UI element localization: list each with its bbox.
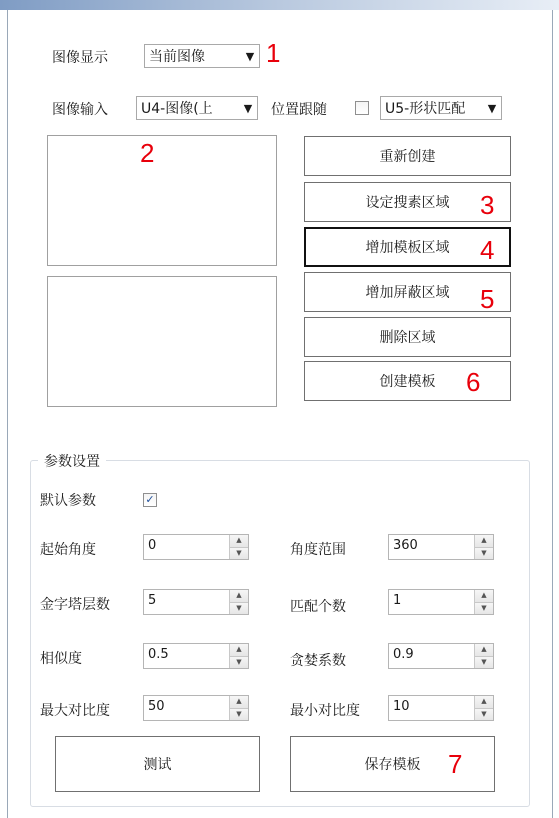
min-contrast-value: 10 bbox=[393, 699, 410, 714]
chevron-down-icon: ▼ bbox=[487, 101, 497, 115]
spin-down-icon[interactable]: ▼ bbox=[475, 548, 493, 560]
image-preview-bottom[interactable] bbox=[47, 276, 277, 407]
image-input-select[interactable] bbox=[136, 96, 258, 120]
position-follow-value: U5-形状匹配 bbox=[385, 101, 466, 117]
image-input-label: 图像输入 bbox=[52, 102, 108, 118]
spin-down-icon[interactable]: ▼ bbox=[475, 657, 493, 669]
image-input-value: U4-图像(上 bbox=[141, 101, 213, 117]
image-display-select[interactable] bbox=[144, 44, 260, 68]
params-group-title: 参数设置 bbox=[38, 451, 106, 471]
image-display-label: 图像显示 bbox=[52, 50, 108, 66]
spin-down-icon[interactable]: ▼ bbox=[230, 657, 248, 669]
max-contrast-value: 50 bbox=[148, 699, 165, 714]
spin-up-icon[interactable]: ▲ bbox=[475, 696, 493, 709]
match-count-spinner[interactable] bbox=[388, 589, 494, 615]
match-count-label: 匹配个数 bbox=[290, 599, 346, 615]
annotation-5: 5 bbox=[480, 284, 495, 314]
image-preview-top[interactable] bbox=[47, 135, 277, 266]
recreate-button[interactable]: 重新创建 bbox=[304, 136, 511, 176]
chevron-down-icon: ▼ bbox=[243, 101, 253, 115]
angle-range-spinner[interactable] bbox=[388, 534, 494, 560]
create-template-button[interactable]: 创建模板 bbox=[304, 361, 511, 401]
start-angle-label: 起始角度 bbox=[40, 542, 96, 558]
spin-up-icon[interactable]: ▲ bbox=[475, 590, 493, 603]
start-angle-value: 0 bbox=[148, 538, 157, 553]
position-follow-label: 位置跟随 bbox=[271, 102, 327, 118]
spin-down-icon[interactable]: ▼ bbox=[475, 709, 493, 721]
annotation-6: 6 bbox=[466, 367, 481, 397]
annotation-2: 2 bbox=[140, 138, 155, 168]
annotation-3: 3 bbox=[480, 190, 495, 220]
pyramid-levels-spinner[interactable] bbox=[143, 589, 249, 615]
annotation-1: 1 bbox=[266, 38, 281, 68]
annotation-4: 4 bbox=[480, 235, 495, 265]
spin-down-icon[interactable]: ▼ bbox=[230, 548, 248, 560]
add-mask-region-button[interactable]: 增加屏蔽区域 bbox=[304, 272, 511, 312]
start-angle-spinner[interactable] bbox=[143, 534, 249, 560]
similarity-spinner[interactable] bbox=[143, 643, 249, 669]
spin-up-icon[interactable]: ▲ bbox=[475, 644, 493, 657]
spin-up-icon[interactable]: ▲ bbox=[230, 535, 248, 548]
min-contrast-label: 最小对比度 bbox=[290, 703, 360, 719]
spin-up-icon[interactable]: ▲ bbox=[230, 590, 248, 603]
similarity-value: 0.5 bbox=[148, 647, 169, 662]
spin-up-icon[interactable]: ▲ bbox=[475, 535, 493, 548]
spin-down-icon[interactable]: ▼ bbox=[475, 603, 493, 615]
match-count-value: 1 bbox=[393, 593, 402, 608]
test-button[interactable]: 测试 bbox=[55, 736, 260, 792]
similarity-label: 相似度 bbox=[40, 651, 82, 667]
spin-up-icon[interactable]: ▲ bbox=[230, 644, 248, 657]
angle-range-label: 角度范围 bbox=[290, 542, 346, 558]
spin-down-icon[interactable]: ▼ bbox=[230, 709, 248, 721]
annotation-7: 7 bbox=[448, 749, 463, 779]
spin-up-icon[interactable]: ▲ bbox=[230, 696, 248, 709]
default-params-checkbox[interactable]: ✓ bbox=[143, 493, 157, 507]
add-template-region-button[interactable]: 增加模板区域 bbox=[304, 227, 511, 267]
image-display-value: 当前图像 bbox=[149, 49, 205, 65]
greed-spinner[interactable] bbox=[388, 643, 494, 669]
chevron-down-icon: ▼ bbox=[245, 49, 255, 63]
pyramid-levels-label: 金字塔层数 bbox=[40, 597, 110, 613]
min-contrast-spinner[interactable] bbox=[388, 695, 494, 721]
save-template-button[interactable]: 保存模板 bbox=[290, 736, 495, 792]
angle-range-value: 360 bbox=[393, 538, 418, 553]
window-top-bar bbox=[0, 0, 559, 10]
spin-down-icon[interactable]: ▼ bbox=[230, 603, 248, 615]
delete-region-button[interactable]: 删除区域 bbox=[304, 317, 511, 357]
max-contrast-spinner[interactable] bbox=[143, 695, 249, 721]
position-follow-checkbox[interactable] bbox=[355, 101, 369, 115]
max-contrast-label: 最大对比度 bbox=[40, 703, 110, 719]
pyramid-levels-value: 5 bbox=[148, 593, 157, 608]
default-params-label: 默认参数 bbox=[40, 493, 96, 509]
position-follow-select[interactable] bbox=[380, 96, 502, 120]
set-search-region-button[interactable]: 设定搜素区域 bbox=[304, 182, 511, 222]
greed-value: 0.9 bbox=[393, 647, 414, 662]
greed-label: 贪婪系数 bbox=[290, 653, 346, 669]
